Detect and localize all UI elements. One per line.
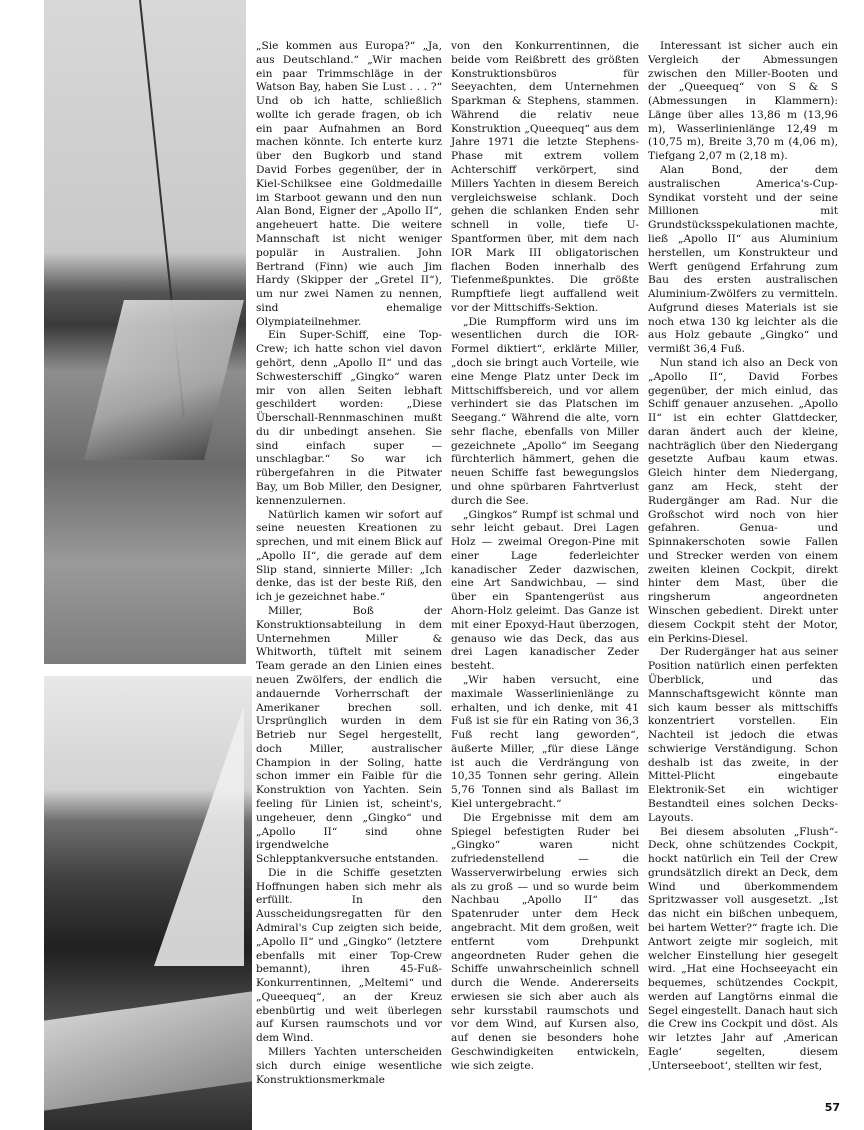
- paragraph: „Sie kommen aus Europa?“ „Ja, aus Deutschland.“ „Wir machen ein paar Trimmschläge in der Watson Bay, haben Sie Lust . . . ?“ Und ob ich hatte, schließlich wollte ich gerade fragen, ob ich ein paar Aufnahmen an Bord machen könnte. Ich enterte kurz über den Bugkorb und stand David Forbes gegenüber, der in Kiel-Schilksee eine Goldmedaille im Starboot gewann und den nun Alan Bond, Eigner der „Apollo II“, angeheuert hatte. Die weitere Mannschaft ist nicht weniger populär in Australien. John Bertrand (Finn) wie auch Jim Hardy (Skipper der „Gretel II“), um nur zwei Namen zu nennen, sind ehemalige Olympiateilnehmer.: [256, 40, 442, 328]
- paragraph: Die Ergebnisse mit dem am Spiegel befestigten Ruder bei „Gingko“ waren nicht zufriedenstellend — die Wasserverwirbelung erwies sich als zu groß — und so wurde beim Nachbau „Apollo II“ das Spatenruder unter dem Heck angebracht. Mit dem großen, weit entfernt vom Drehpunkt angeordneten Ruder gehen die Schiffe unwahrscheinlich schnell durch die Wende. Andererseits erwiesen sie sich aber auch als sehr kursstabil raumschots und vor dem Wind, auf Kursen also, auf denen sie besonders hohe Geschwindigkeiten entwickeln, wie sich zeigte.: [451, 811, 639, 1072]
- boat-shape: [84, 300, 244, 460]
- article-column-2: [451, 40, 639, 1074]
- sailing-photo-top: [44, 0, 246, 664]
- article-column-1: [256, 40, 442, 1087]
- paragraph: Nun stand ich also an Deck von „Apollo II“, David Forbes gegenüber, der mich einlud, das Schiff genauer anzusehen. „Apollo II“ ist ein echter Glattdecker, daran ändert auch der kleine, nachträglich über den Niedergang gesetzte Aufbau kaum etwas. Gleich hinter dem Niedergang, ganz am Heck, steht der Rudergänger am Rad. Nur die Großschot wird noch von hier gefahren. Genua- und Spinnakerschoten sowie Fallen und Strecker werden von einem zweiten kleinen Cockpit, direkt hinter dem Mast, über die ringsherum angeordneten Winschen gebedient. Direkt unter diesem Cockpit steht der Motor, ein Perkins-Diesel.: [648, 356, 838, 645]
- paragraph: Natürlich kamen wir sofort auf seine neuesten Kreationen zu sprechen, und mit einem Blick auf „Apollo II“, die gerade auf dem Slip stand, sinnierte Miller: „Ich denke, das ist der beste Riß, den ich je gezeichnet habe.“: [256, 508, 442, 604]
- paragraph: „Wir haben versucht, eine maximale Wasserlinienlänge zu erhalten, und ich denke, mit 41 Fuß ist sie für ein Rating von 36,3 Fuß recht lang geworden“, äußerte Miller, „für diese Länge ist auch die Verdrängung von 10,35 Tonnen sehr gering. Allein 5,76 Tonnen sind als Ballast im Kiel untergebracht.“: [451, 673, 639, 810]
- paragraph: Millers Yachten unterscheiden sich durch einige wesentliche Konstruktionsmerkmale: [256, 1046, 442, 1086]
- paragraph: Alan Bond, der dem australischen America's-Cup-Syndikat vorsteht und der seine Millionen mit Grundstücksspekulationen machte, ließ „Apollo II“ aus Aluminium herstellen, um Konstrukteur und Werft genügend Erfahrung zum Bau des ersten australischen Aluminium-Zwölfers zu vermitteln. Aufgrund dieses Materials ist sie noch etwa 130 kg leichter als die aus Holz gebaute „Gingko“ und vermißt 36,4 Fuß.: [648, 164, 839, 356]
- paragraph: Die in die Schiffe gesetzten Hoffnungen haben sich mehr als erfüllt. In den Ausscheidungsregatten für den Admiral's Cup zeigten sich beide, „Apollo II“ und „Gingko“ (letztere ebenfalls mit einer Top-Crew bemannt), ihren 45-Fuß-Konkurrentinnen, „Meltemi“ und „Queequeq“, an der Kreuz ebenbürtig und weit überlegen auf Kursen raumschots und vor dem Wind.: [256, 866, 442, 1045]
- paragraph: Bei diesem absoluten „Flush“-Deck, ohne schützendes Cockpit, hockt natürlich ein Teil der Crew grundsätzlich direkt an Deck, dem Wind und überkommendem Spritzwasser voll ausgesetzt. „Ist das nicht ein bißchen unbequem, bei hartem Wetter?“ fragte ich. Die Antwort zeigte mir sogleich, mit welcher Einstellung hier gesegelt wird. „Hat eine Hochseeyacht ein bequemes, schützendes Cockpit, werden auf Langtörns einmal die Segel eingestellt. Danach haut sich die Crew ins Cockpit und döst. Als wir letztes Jahr auf ‚American Eagle‘ segelten, diesem ‚Unterseeboot‘, stellten wir fest,: [648, 825, 838, 1072]
- page-number: 57: [824, 1101, 840, 1114]
- paragraph: „Gingkos“ Rumpf ist schmal und sehr leicht gebaut. Drei Lagen Holz — zweimal Oregon-Pine mit einer Lage federleichter kanadischer Zeder dazwischen, eine Art Sandwichbau, — sind über ein Spantengerüst aus Ahorn-Holz geleimt. Das Ganze ist mit einer Epoxyd-Haut überzogen, genauso wie das Deck, das aus drei Lagen kanadischer Zeder besteht.: [451, 508, 639, 673]
- paragraph: Interessant ist sicher auch ein Vergleich der Abmessungen zwischen den Miller-Booten und der „Queequeq“ von S & S (Abmessungen in Klammern): Länge über alles 13,86 m (13,96 m), Wasserlinienlänge 12,49 m (10,75 m), Breite 3,70 m (4,06 m), Tiefgang 2,07 m (2,18 m).: [648, 40, 838, 163]
- paragraph: Der Rudergänger hat aus seiner Position natürlich einen perfekten Überblick, und das Mannschaftsgewicht könnte man sich kaum besser als mittschiffs konzentriert vorstellen. Ein Nachteil ist jedoch die etwas schwierige Verständigung. Schon deshalb ist das zweite, in der Mittel-Plicht eingebaute Elektronik-Set ein wichtiger Bestandteil eines solchen Decks-Layouts.: [648, 646, 838, 824]
- paragraph: Ein Super-Schiff, eine Top-Crew; ich hatte schon viel davon gehört, denn „Apollo II“ und das Schwesterschiff „Gingko“ waren mir von allen Seiten lebhaft geschildert worden: „Diese Überschall-Rennmaschinen mußt du dir unbedingt ansehen. Sie sind einfach super — unschlagbar.“ So war ich rübergefahren in die Pitwater Bay, um Bob Miller, den Designer, kennenzulernen.: [256, 329, 442, 507]
- article-column-3: [648, 40, 838, 1074]
- paragraph: Miller, Boß der Konstruktionsabteilung in dem Unternehmen Miller & Whitworth, tüftelt mit seinem Team gerade an den Linien eines neuen Zwölfers, der endlich die andauernde Vorherrschaft der Amerikaner brechen soll. Ursprünglich wurden in dem Betrieb nur Segel hergestellt, doch Miller, australischer Champion in der Soling, hatte schon immer ein Faible für die Konstruktion von Yachten. Sein feeling für Linien ist, scheint's, ungeheuer, denn „Gingko“ und „Apollo II“ sind ohne irgendwelche Schlepptankversuche entstanden.: [256, 605, 442, 866]
- sailing-photo-bottom: [44, 676, 252, 1130]
- paragraph: von den Konkurrentinnen, die beide vom Reißbrett des größten Konstruktionsbüros für Seeyachten, dem Unternehmen Sparkman & Stephens, stammen. Während die relativ neue Konstruktion „Queequeq“ aus dem Jahre 1971 die letzte Stephens-Phase mit extrem vollem Achterschiff verkörpert, sind Millers Yachten in diesem Bereich vergleichsweise schlank. Doch gehen die schlanken Enden sehr schnell in volle, tiefe U-Spantformen über, mit dem nach IOR Mark III obligatorischen flachen Boden innerhalb des Tiefenmeßpunktes. Die größte Rumpftiefe liegt auffallend weit vor der Mittschiffs-Sektion.: [451, 40, 639, 314]
- paragraph: „Die Rumpfform wird uns im wesentlichen durch die IOR-Formel diktiert“, erklärte Miller, „doch sie bringt auch Vorteile, wie eine Menge Platz unter Deck im Mittschiffsbereich, und vor allem verhindert sie das Platschen im Seegang.“ Während die alte, vorn sehr flache, ebenfalls von Miller gezeichnete „Apollo“ im Seegang fürchterlich hämmert, gehen die neuen Schiffe fast bewegungslos und ohne spürbaren Fahrtverlust durch die See.: [451, 315, 639, 507]
- deck-shape: [44, 991, 252, 1110]
- sail-shape: [154, 706, 244, 966]
